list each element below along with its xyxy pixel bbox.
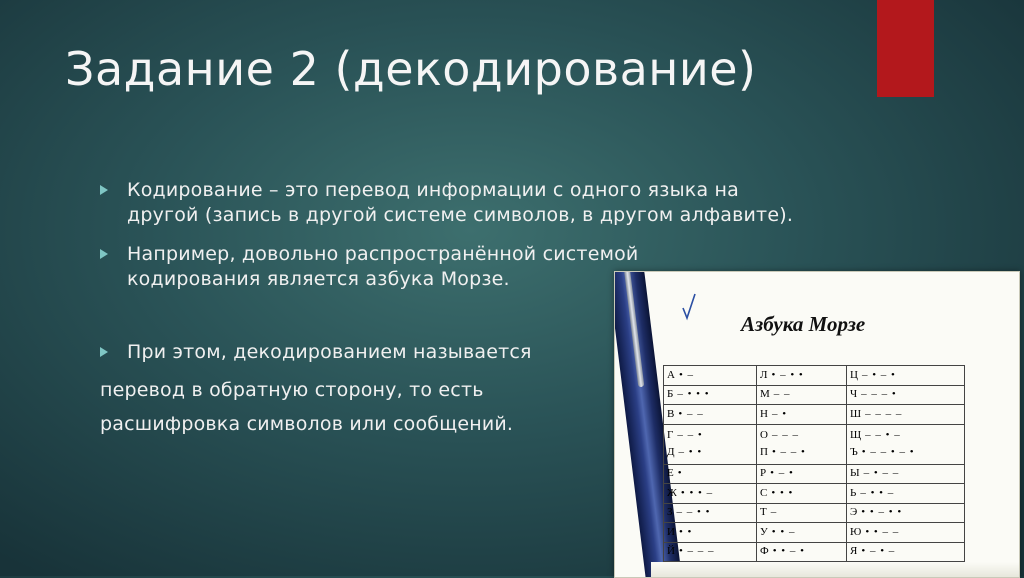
morse-letter: Ы — [850, 467, 860, 479]
morse-letter: Ь — [850, 487, 856, 499]
morse-code: – – – – — [865, 408, 902, 420]
morse-table-cell — [664, 366, 757, 386]
morse-table-cell — [664, 405, 757, 425]
morse-letter: Р — [760, 467, 766, 479]
morse-table-cell — [847, 366, 965, 386]
bullet-3-line-1: При этом, декодированием называется — [127, 340, 532, 365]
morse-code: • – • • — [771, 369, 803, 381]
morse-code: • – — [679, 369, 694, 381]
red-accent-bar — [877, 0, 934, 97]
morse-letter: Ю — [850, 526, 861, 538]
morse-table-row — [664, 523, 965, 543]
morse-table-row — [664, 405, 965, 425]
bullet-3-line-2: перевод в обратную сторону, то есть — [100, 378, 484, 403]
morse-alphabet-image — [614, 271, 1020, 578]
morse-code: • – – — [678, 408, 703, 420]
morse-table-row — [664, 484, 965, 504]
morse-letter: Т — [760, 506, 767, 518]
morse-table-row — [664, 542, 965, 562]
morse-table-row — [664, 385, 965, 405]
morse-table-cell — [664, 464, 757, 484]
morse-code: • – • — [770, 467, 794, 479]
morse-code: – • • — [679, 446, 703, 458]
morse-table-cell — [847, 542, 965, 562]
morse-letter: Ч — [850, 388, 857, 400]
morse-code: – • – – — [864, 467, 900, 479]
morse-entry — [667, 386, 753, 403]
morse-entry — [760, 444, 843, 461]
morse-code-table — [663, 365, 965, 578]
bullet-arrow-icon — [100, 347, 108, 357]
morse-entry — [667, 485, 753, 502]
morse-code: • • • – — [681, 487, 713, 499]
morse-entry — [850, 485, 961, 502]
check-mark-icon — [681, 292, 699, 322]
morse-entry — [667, 367, 753, 384]
morse-table-row — [664, 366, 965, 386]
morse-entry — [850, 406, 961, 423]
morse-letter: Б — [667, 388, 673, 400]
morse-entry — [760, 524, 843, 541]
morse-letter: М — [760, 388, 770, 400]
morse-letter: Н — [760, 408, 768, 420]
morse-table-cell — [757, 523, 847, 543]
morse-table-cell — [757, 484, 847, 504]
morse-letter: З — [667, 506, 673, 518]
morse-code: – – – • — [861, 388, 897, 400]
morse-table-cell — [847, 464, 965, 484]
morse-code: – — [771, 506, 778, 518]
bullet-arrow-icon — [100, 185, 108, 195]
bullet-arrow-icon — [100, 249, 108, 259]
morse-letter: Щ — [850, 429, 861, 441]
morse-entry — [850, 504, 961, 521]
morse-entry — [667, 444, 753, 461]
morse-entry — [760, 465, 843, 482]
morse-code: – • • • — [677, 388, 709, 400]
morse-table-cell — [847, 385, 965, 405]
morse-code: • • — [679, 526, 692, 538]
morse-entry — [667, 524, 753, 541]
morse-code: • — [678, 467, 683, 479]
morse-letter: Й — [667, 545, 675, 557]
morse-code: • • • — [771, 487, 793, 499]
morse-table-row — [664, 464, 965, 484]
morse-entry — [760, 485, 843, 502]
morse-code: • • – • — [773, 545, 805, 557]
slide-title: Задание 2 (декодирование) — [65, 42, 757, 96]
morse-table-cell — [847, 523, 965, 543]
morse-code: • • – • • — [861, 506, 902, 518]
bullet-3-line-3: расшифровка символов или сообщений. — [100, 412, 513, 437]
morse-letter: Ф — [760, 545, 769, 557]
morse-table-cell — [757, 424, 847, 464]
morse-table-cell — [664, 523, 757, 543]
morse-letter: Ъ — [850, 446, 858, 458]
morse-table-cell — [664, 484, 757, 504]
morse-code: – • • – — [860, 487, 894, 499]
morse-table-cell — [757, 464, 847, 484]
morse-entry — [760, 406, 843, 423]
morse-table-row — [664, 424, 965, 464]
morse-entry — [850, 367, 961, 384]
morse-heading: Азбука Морзе — [741, 312, 865, 337]
morse-table-cell — [664, 385, 757, 405]
paper-edge — [651, 562, 1020, 577]
morse-table-cell — [847, 484, 965, 504]
morse-letter: И — [667, 526, 675, 538]
morse-table-cell — [757, 405, 847, 425]
morse-table-cell — [664, 424, 757, 464]
morse-letter: Ц — [850, 369, 858, 381]
morse-entry — [760, 427, 843, 444]
morse-code: – • — [772, 408, 787, 420]
bullet-2-line-2: кодирования является азбука Морзе. — [127, 267, 510, 292]
bullet-1-line-2: другой (запись в другой системе символов, в другом алфавите). — [127, 203, 793, 228]
morse-letter: В — [667, 408, 674, 420]
morse-table-cell — [664, 503, 757, 523]
morse-letter: Ш — [850, 408, 861, 420]
morse-table-cell — [757, 503, 847, 523]
morse-letter: Г — [667, 429, 673, 441]
morse-entry — [760, 543, 843, 560]
morse-code: – • – • — [862, 369, 896, 381]
morse-entry — [760, 504, 843, 521]
morse-table-cell — [847, 503, 965, 523]
morse-table-cell — [757, 366, 847, 386]
morse-letter: Д — [667, 446, 675, 458]
morse-entry — [760, 386, 843, 403]
morse-code: – – — [774, 388, 791, 400]
morse-table-cell — [847, 405, 965, 425]
morse-letter: О — [760, 429, 768, 441]
morse-entry — [850, 427, 961, 444]
morse-code: • – – – — [679, 545, 715, 557]
morse-entry — [667, 406, 753, 423]
morse-entry — [760, 367, 843, 384]
morse-entry — [667, 427, 753, 444]
morse-letter: Ж — [667, 487, 677, 499]
morse-entry — [667, 543, 753, 560]
morse-code: • – – • – • — [862, 446, 915, 458]
morse-code: • • – – — [865, 526, 899, 538]
bullet-2-line-1: Например, довольно распространённой системой — [127, 242, 638, 267]
morse-table-cell — [757, 542, 847, 562]
morse-letter: Я — [850, 545, 857, 557]
morse-letter: Е — [667, 467, 674, 479]
morse-code: – – – — [772, 429, 799, 441]
morse-letter: Л — [760, 369, 767, 381]
morse-code: • – • – — [861, 545, 895, 557]
morse-table-cell — [757, 385, 847, 405]
morse-entry — [850, 465, 961, 482]
morse-code: • – – • — [772, 446, 806, 458]
morse-code: – – • — [677, 429, 702, 441]
morse-code: – – • • — [677, 506, 711, 518]
morse-letter: С — [760, 487, 767, 499]
morse-entry — [850, 386, 961, 403]
morse-letter: А — [667, 369, 675, 381]
morse-entry — [850, 524, 961, 541]
morse-entry — [850, 543, 961, 560]
morse-code: • • – — [772, 526, 796, 538]
morse-entry — [667, 504, 753, 521]
morse-code: – – • – — [865, 429, 901, 441]
morse-entry — [850, 444, 961, 461]
morse-table-row — [664, 503, 965, 523]
morse-letter: У — [760, 526, 768, 538]
bullet-1-line-1: Кодирование – это перевод информации с одного языка на — [127, 178, 739, 203]
morse-table-cell — [664, 542, 757, 562]
morse-letter: Э — [850, 506, 857, 518]
morse-table-cell — [847, 424, 965, 464]
morse-entry — [667, 465, 753, 482]
morse-letter: П — [760, 446, 768, 458]
